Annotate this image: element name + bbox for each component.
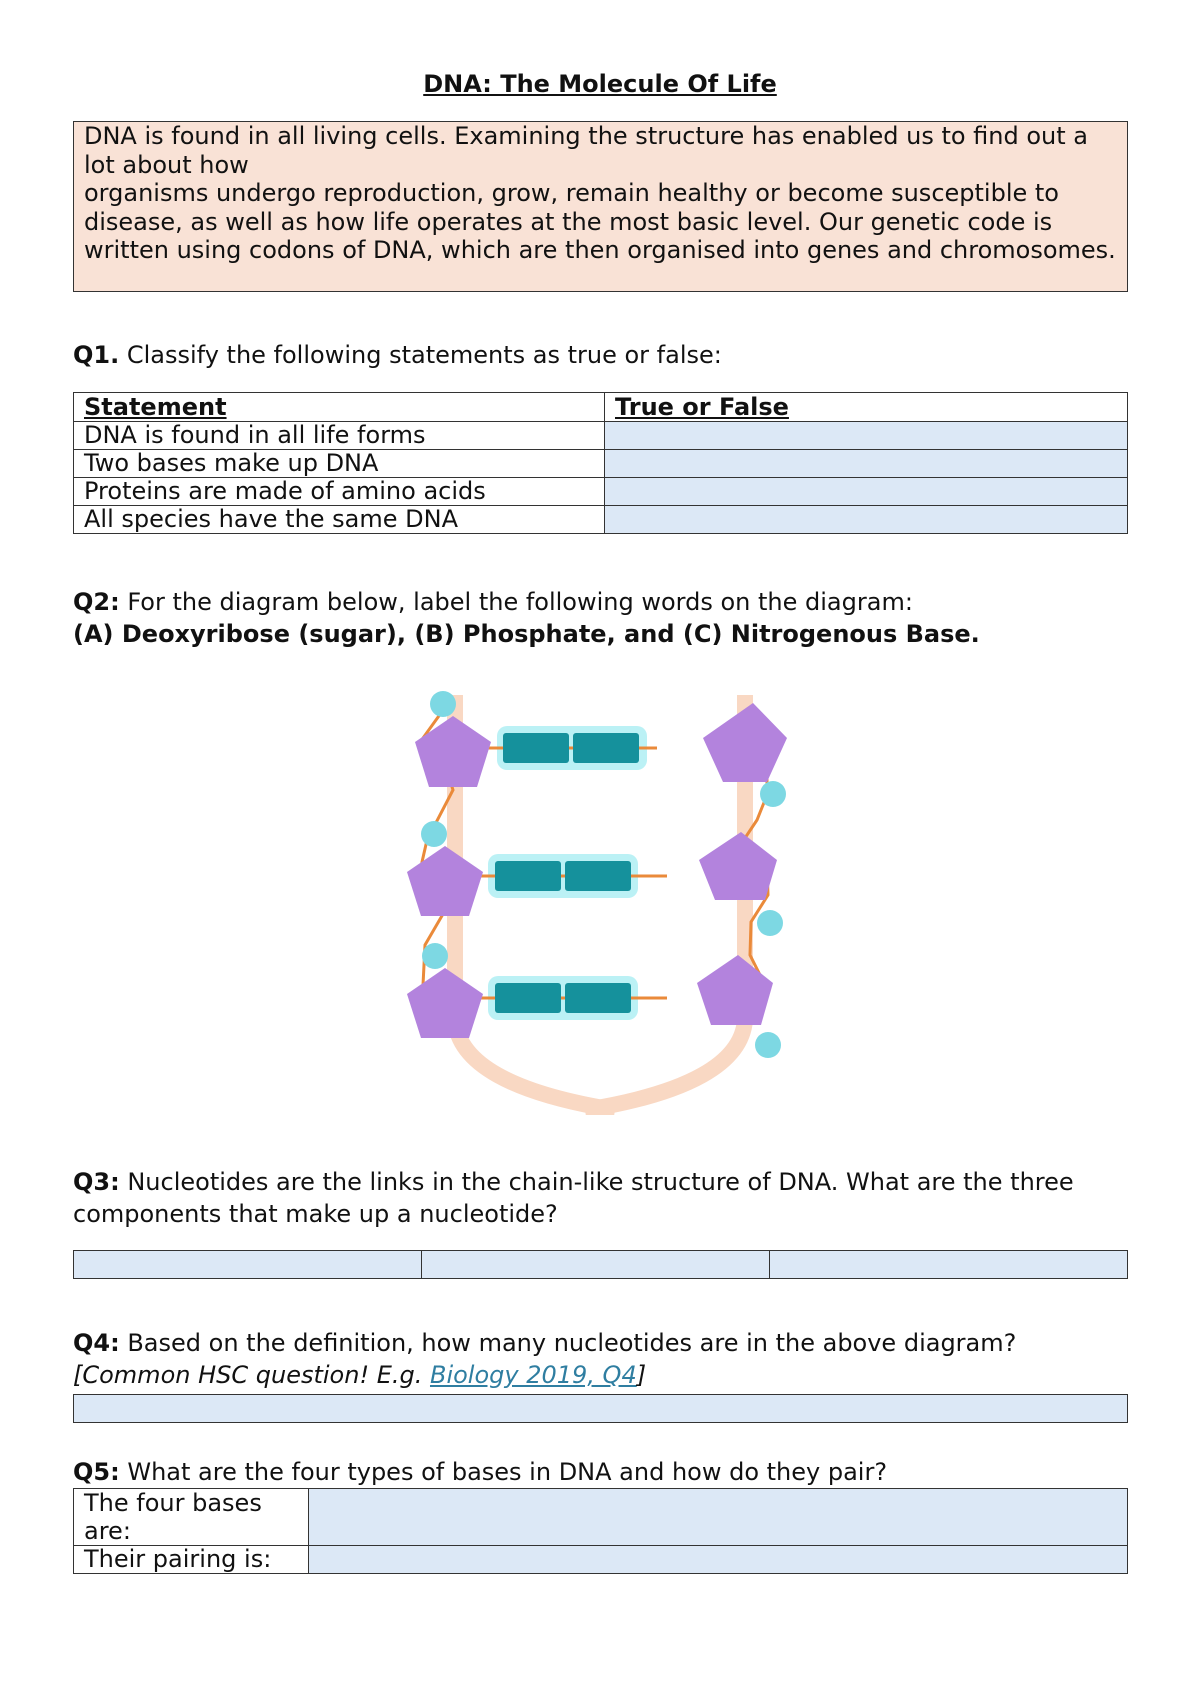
deoxyribose-sugar	[407, 968, 483, 1038]
nitrogenous-base	[573, 733, 639, 763]
q5-prompt	[73, 1456, 1133, 1488]
q5-bases-answer-cell[interactable]	[309, 1489, 1128, 1546]
q5-label-pairing: Their pairing is:	[74, 1546, 309, 1574]
q1-header-true-false: True or False	[605, 393, 1128, 422]
component-answer-cell[interactable]	[769, 1251, 1127, 1279]
answer-cell[interactable]	[605, 478, 1128, 506]
q4-number: Q4:	[73, 1329, 120, 1357]
table-row	[74, 1395, 1128, 1423]
page-title: DNA: The Molecule Of Life	[423, 70, 777, 98]
table-row	[74, 450, 1128, 478]
q2-prompt	[73, 586, 1133, 618]
q3-answer-table	[73, 1250, 1128, 1279]
q4-prompt	[73, 1327, 1133, 1359]
q2-number: Q2:	[73, 588, 120, 616]
phosphate-group	[421, 821, 447, 847]
statement-cell: All species have the same DNA	[74, 506, 605, 534]
answer-cell[interactable]	[605, 422, 1128, 450]
q3-number: Q3:	[73, 1168, 120, 1196]
table-row	[74, 1251, 1128, 1279]
q1-header-statement: Statement	[74, 393, 605, 422]
nitrogenous-base	[495, 983, 561, 1013]
q1-header-row	[74, 393, 1128, 422]
q4-note	[73, 1359, 1133, 1391]
statement-cell: DNA is found in all life forms	[74, 422, 605, 450]
component-answer-cell[interactable]	[421, 1251, 769, 1279]
table-row	[74, 1489, 1128, 1546]
answer-cell[interactable]	[605, 450, 1128, 478]
q4-text: Based on the definition, how many nucleotides are in the above diagram?	[127, 1329, 1017, 1357]
q4-reference-link[interactable]: Biology 2019, Q4	[429, 1361, 637, 1389]
q1-number: Q1.	[73, 341, 120, 369]
dna-ladder-diagram	[405, 690, 805, 1115]
nitrogenous-base	[565, 983, 631, 1013]
component-answer-cell[interactable]	[74, 1251, 422, 1279]
phosphate-group	[430, 691, 456, 717]
table-row	[74, 506, 1128, 534]
answer-cell[interactable]	[605, 506, 1128, 534]
intro-box	[73, 121, 1128, 292]
nitrogenous-base	[565, 861, 631, 891]
q1-text: Classify the following statements as true or false:	[126, 341, 722, 369]
table-row	[74, 422, 1128, 450]
deoxyribose-sugar	[703, 703, 787, 782]
q5-label-bases: The four bases are:	[74, 1489, 309, 1546]
q1-prompt	[73, 339, 1133, 371]
q2-terms: (A) Deoxyribose (sugar), (B) Phosphate, and (C) Nitrogenous Base.	[73, 620, 980, 648]
q3-text: Nucleotides are the links in the chain-like structure of DNA. What are the three components that make up a nucleotide?	[73, 1168, 1074, 1228]
q5-pairing-answer-cell[interactable]	[309, 1546, 1128, 1574]
statement-cell: Proteins are made of amino acids	[74, 478, 605, 506]
q5-table	[73, 1488, 1128, 1574]
nitrogenous-base	[495, 861, 561, 891]
table-row	[74, 478, 1128, 506]
phosphate-group	[422, 943, 448, 969]
q4-answer-table	[73, 1394, 1128, 1423]
phosphate-group	[757, 910, 783, 936]
q5-number: Q5:	[73, 1458, 120, 1486]
q4-answer-cell[interactable]	[74, 1395, 1128, 1423]
statement-cell: Two bases make up DNA	[74, 450, 605, 478]
deoxyribose-sugar	[415, 716, 491, 787]
nitrogenous-base	[503, 733, 569, 763]
deoxyribose-sugar	[699, 832, 777, 900]
q1-table	[73, 392, 1128, 534]
intro-line-2: organisms undergo reproduction, grow, remain healthy or become susceptible to disease, as well as how life operates at the most basic level. Our genetic code is written using codons of DNA, which are then organised into genes and chromosomes.	[84, 179, 1116, 264]
q4-note-prefix: [Common HSC question! E.g.	[73, 1361, 430, 1389]
phosphate-group	[760, 781, 786, 807]
q2-text: For the diagram below, label the following words on the diagram:	[127, 588, 913, 616]
table-row	[74, 1546, 1128, 1574]
deoxyribose-sugar	[697, 955, 773, 1025]
intro-line-1: DNA is found in all living cells. Examining the structure has enabled us to find out a lot about how	[84, 122, 1089, 179]
q4-note-suffix: ]	[636, 1361, 647, 1389]
phosphate-group	[755, 1032, 781, 1058]
q5-text: What are the four types of bases in DNA and how do they pair?	[127, 1458, 888, 1486]
deoxyribose-sugar	[407, 846, 483, 916]
q3-prompt	[73, 1166, 1133, 1230]
